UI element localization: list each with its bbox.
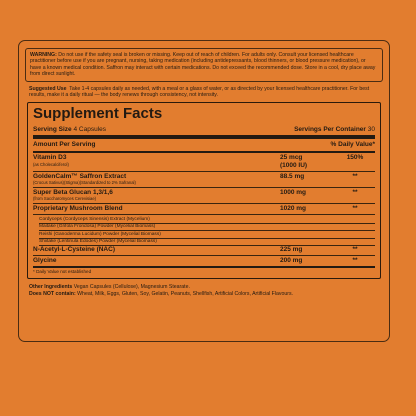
servings-per-container-label: Servings Per Container bbox=[294, 126, 366, 134]
nutrient-row bbox=[33, 257, 375, 265]
nutrient-name-cell bbox=[33, 154, 280, 169]
servings-per-container bbox=[294, 125, 375, 134]
medium-divider bbox=[33, 151, 375, 153]
nutrient-dv: ** bbox=[352, 257, 358, 264]
serving-size-value: 4 Capsules bbox=[73, 126, 106, 134]
nutrient-row bbox=[33, 246, 375, 254]
row-divider bbox=[33, 255, 375, 256]
blend-item: Reishi (Ganoderma Lucidum) Powder (Mycelial Biomass) bbox=[39, 231, 161, 237]
nutrient-rows-2 bbox=[33, 246, 375, 265]
nutrient-dv: ** bbox=[352, 204, 358, 212]
nutrient-amount-cell bbox=[280, 189, 335, 202]
facts-title: Supplement Facts bbox=[33, 105, 163, 123]
amount-header: Amount Per Serving bbox=[33, 141, 96, 149]
nutrient-amount-cell bbox=[280, 205, 335, 213]
dv-header: % Daily Value* bbox=[330, 141, 375, 149]
nutrient-name: Super Beta Glucan 1,3/1,6 bbox=[33, 188, 113, 196]
nutrient-dv: ** bbox=[352, 245, 358, 253]
label-panel bbox=[18, 40, 390, 342]
other-ingredients-label: Other Ingredients bbox=[29, 284, 73, 291]
nutrient-dv: 150% bbox=[346, 154, 364, 162]
suggested-use bbox=[29, 86, 379, 99]
warning-text: Do not use if the safety seal is broken or missing. Keep out of reach of children. For adults only. Consult your licensed healthcare practitioner before use if you are pregnant, nursing, taking medication (including antidepressants, blood thinners, or blood pressure medication), or have a known medical condition. Saffron may interact with certain medications. Do not exceed the recommended dose. Store in a cool, dry place away from direct sunlight. bbox=[30, 52, 376, 78]
nutrient-name: Glycine bbox=[33, 257, 57, 264]
nutrient-name: GoldenCalm™ Saffron Extract bbox=[33, 172, 127, 180]
serving-size bbox=[33, 125, 106, 134]
blend-items bbox=[33, 216, 375, 246]
row-divider bbox=[33, 171, 375, 172]
blend-item: Shiitake (Lentinula Edodes) Powder (Mycelial Biomass) bbox=[39, 239, 157, 245]
blend-item: Maitake (Grifola Frondosa) Powder (Mycelial Biomass) bbox=[39, 224, 156, 230]
nutrient-amount-cell bbox=[280, 173, 335, 186]
nutrient-name-cell bbox=[33, 205, 280, 213]
nutrient-name: N-Acetyl-L-Cysteine (NAC) bbox=[33, 245, 115, 253]
thick-divider bbox=[33, 135, 375, 139]
nutrient-amount-iu: (1000 IU) bbox=[280, 161, 308, 169]
serving-size-label: Serving Size bbox=[33, 126, 72, 134]
servings-per-container-value: 30 bbox=[367, 126, 375, 134]
warning-box bbox=[25, 48, 383, 82]
row-divider bbox=[33, 187, 375, 188]
other-ingredients-text: Vegan Capsules (Cellulose), Magnesium Stearate. bbox=[73, 284, 190, 291]
nutrient-source: (Crocus Sativus)(Stigma)(Standardized to 2% Safranal) bbox=[33, 180, 136, 186]
nutrient-amount: 225 mg bbox=[280, 245, 303, 253]
nutrient-rows bbox=[33, 154, 375, 214]
nutrient-row bbox=[33, 189, 375, 202]
header-row bbox=[33, 141, 375, 149]
does-not-contain-text: Wheat, Milk, Eggs, Gluten, Soy, Gelatin, Peanuts, Shellfish, Artificial Colors, Artificial Flavours. bbox=[77, 290, 294, 297]
nutrient-dv: ** bbox=[352, 188, 358, 196]
nutrient-row bbox=[33, 173, 375, 186]
serving-row bbox=[33, 125, 375, 134]
nutrient-row bbox=[33, 154, 375, 169]
other-ingredients bbox=[29, 284, 379, 297]
nutrient-amount: 25 mcg bbox=[280, 154, 303, 162]
nutrient-source: (as Cholecalciferol) bbox=[33, 161, 69, 167]
nutrient-amount: 1020 mg bbox=[280, 204, 307, 212]
nutrient-amount: 88.5 mg bbox=[280, 172, 305, 180]
medium-divider bbox=[33, 266, 375, 268]
warning-label: WARNING: bbox=[30, 52, 57, 58]
nutrient-source: (from Saccharomyces Cerevisiae) bbox=[33, 196, 97, 202]
supplement-facts-table bbox=[27, 102, 381, 279]
blend-item: Cordyceps (Cordyceps Sinensis) Extract (Mycelium) bbox=[39, 216, 150, 222]
other-ingredients-line bbox=[29, 284, 379, 291]
suggested-use-text: Take 1-4 capsules daily as needed, with a meal or a glass of water, or as directed by your licensed healthcare practitioner. For best results, make it a daily ritual — the body renews through consistency, not intensity. bbox=[29, 85, 370, 99]
nutrient-amount: 1000 mg bbox=[280, 188, 307, 196]
nutrient-name-cell bbox=[33, 173, 280, 186]
row-divider bbox=[33, 203, 375, 204]
row-divider bbox=[33, 214, 375, 215]
does-not-contain-label: Does NOT contain: bbox=[29, 290, 76, 297]
nutrient-row bbox=[33, 205, 375, 213]
nutrient-name: Proprietary Mushroom Blend bbox=[33, 204, 123, 212]
suggested-use-label: Suggested Use bbox=[29, 85, 67, 92]
does-not-contain-line bbox=[29, 291, 379, 298]
nutrient-amount-cell bbox=[280, 154, 335, 169]
nutrient-amount: 200 mg bbox=[280, 257, 303, 264]
footnote: * Daily Value not established bbox=[33, 269, 92, 275]
nutrient-dv: ** bbox=[352, 172, 358, 180]
nutrient-name: Vitamin D3 bbox=[33, 154, 67, 162]
nutrient-name-cell bbox=[33, 189, 280, 202]
